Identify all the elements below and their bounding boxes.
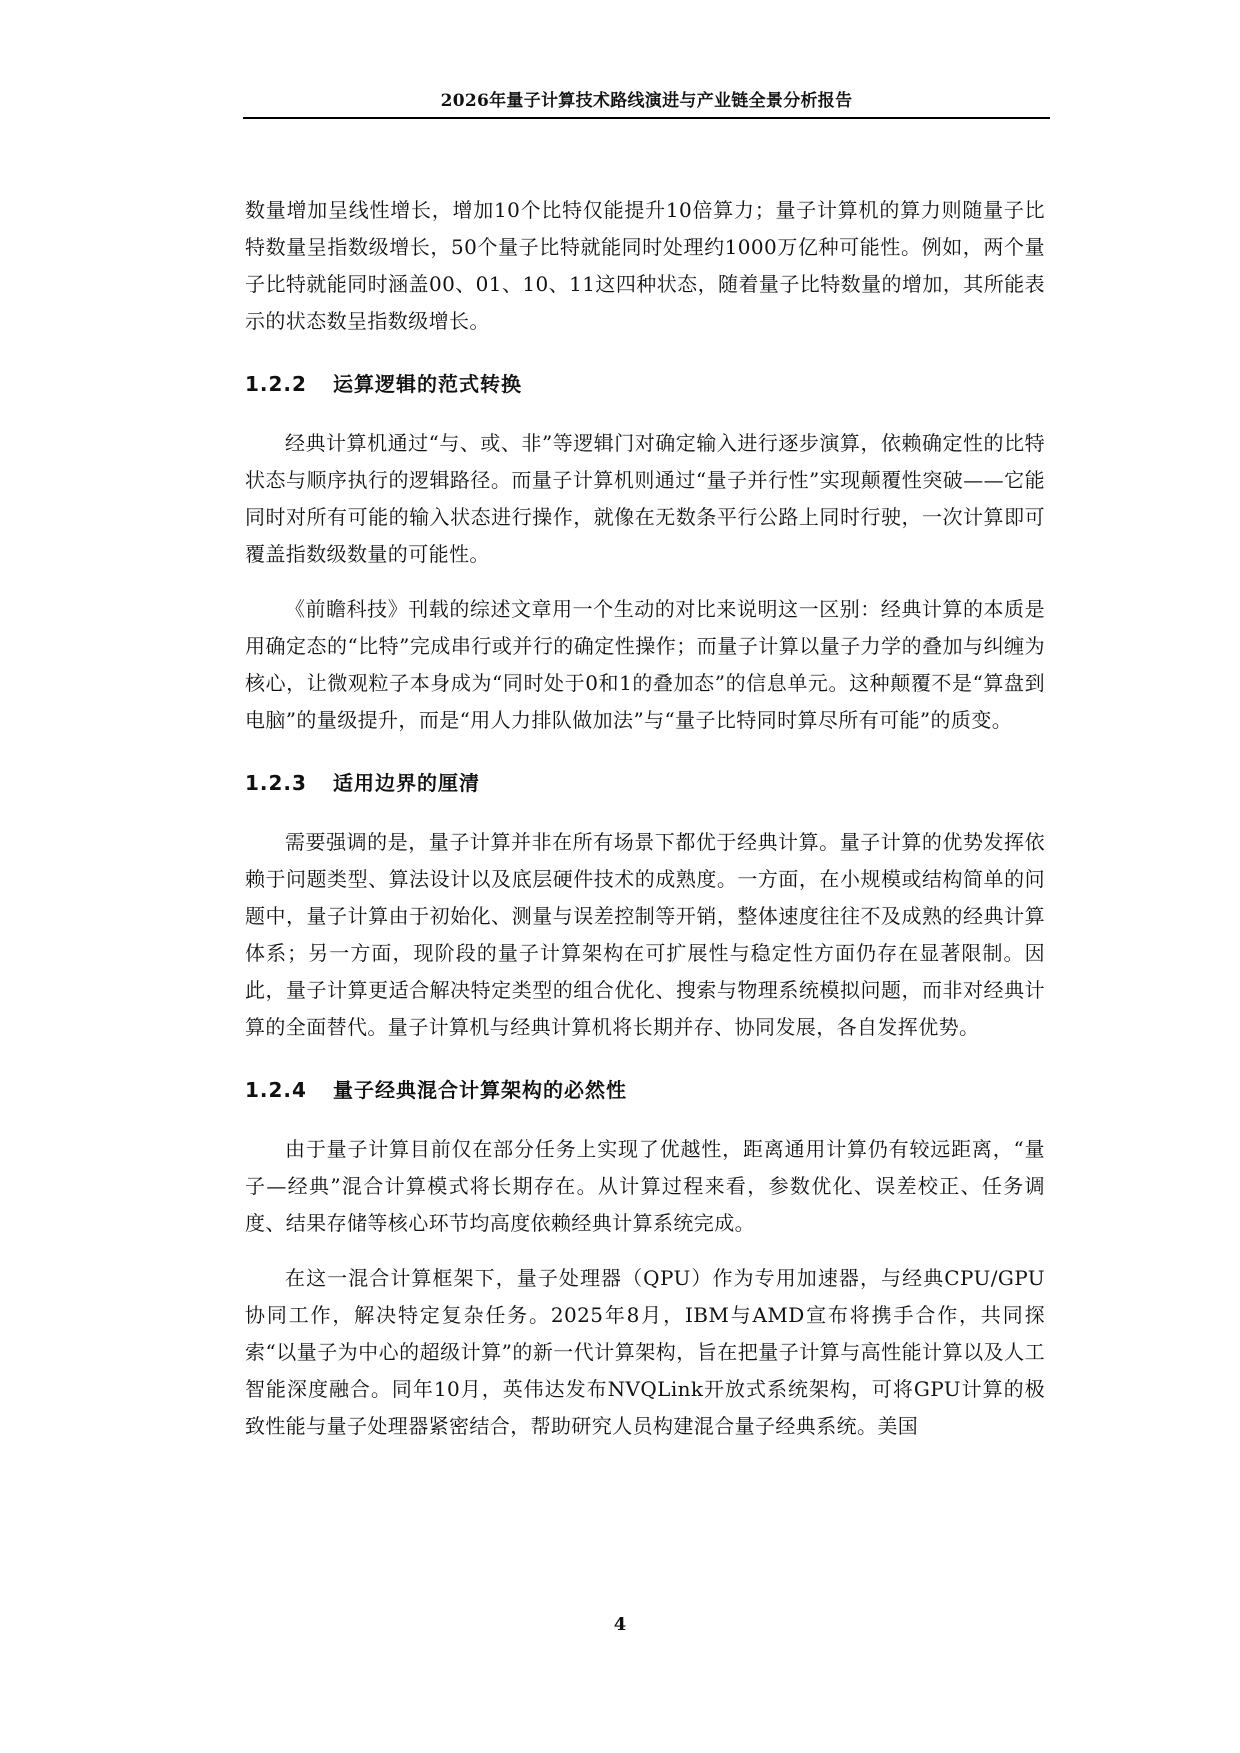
section-title: 运算逻辑的范式转换 [333, 372, 522, 396]
section-heading-1-2-3 [245, 765, 1045, 802]
body-paragraph: 需要强调的是，量子计算并非在所有场景下都优于经典计算。量子计算的优势发挥依赖于问题类型、算法设计以及底层硬件技术的成熟度。一方面，在小规模或结构简单的问题中，量子计算由于初始化、测量与误差控制等开销，整体速度往往不及成熟的经典计算体系；另一方面，现阶段的量子计算架构在可扩展性与稳定性方面仍存在显著限制。因此，量子计算更适合解决特定类型的组合优化、搜索与物理系统模拟问题，而非对经典计算的全面替代。量子计算机与经典计算机将长期并存、协同发展，各自发挥优势。 [245, 830, 1045, 1039]
section-title: 量子经典混合计算架构的必然性 [333, 1078, 627, 1102]
body-paragraph: 经典计算机通过“与、或、非”等逻辑门对确定输入进行逐步演算，依赖确定性的比特状态与顺序执行的逻辑路径。而量子计算机则通过“量子并行性”实现颠覆性突破——它能同时对所有可能的输入状态进行操作，就像在无数条平行公路上同时行驶，一次计算即可覆盖指数级数量的可能性。 [245, 431, 1045, 566]
section-number: 1.2.4 [245, 1078, 307, 1102]
body-paragraph: 在这一混合计算框架下，量子处理器（QPU）作为专用加速器，与经典CPU/GPU协同工作，解决特定复杂任务。2025年8月，IBM与AMD宣布将携手合作，共同探索“以量子为中心的超级计算”的新一代计算架构，旨在把量子计算与高性能计算以及人工智能深度融合。同年10月，英伟达发布NVQLink开放式系统架构，可将GPU计算的极致性能与量子处理器紧密结合，帮助研究人员构建混合量子经典系统。美国 [245, 1266, 1045, 1438]
section-number: 1.2.3 [245, 771, 307, 795]
page-content [245, 192, 1045, 1445]
running-header: 2026年量子计算技术路线演进与产业链全景分析报告 [243, 86, 1050, 119]
body-paragraph: 《前瞻科技》刊载的综述文章用一个生动的对比来说明这一区别：经典计算的本质是用确定态的“比特”完成串行或并行的确定性操作；而量子计算以量子力学的叠加与纠缠为核心，让微观粒子本身成为“同时处于0和1的叠加态”的信息单元。这种颠覆不是“算盘到电脑”的量级提升，而是“用人力排队做加法”与“量子比特同时算尽所有可能”的质变。 [245, 597, 1045, 732]
section-heading-1-2-2 [245, 366, 1045, 403]
body-paragraph: 由于量子计算目前仅在部分任务上实现了优越性，距离通用计算仍有较远距离，“量子—经典”混合计算模式将长期存在。从计算过程来看，参数优化、误差校正、任务调度、结果存储等核心环节均高度依赖经典计算系统完成。 [245, 1137, 1045, 1235]
section-title: 适用边界的厘清 [333, 771, 480, 795]
intro-paragraph: 数量增加呈线性增长，增加10个比特仅能提升10倍算力；量子计算机的算力则随量子比特数量呈指数级增长，50个量子比特就能同时处理约1000万亿种可能性。例如，两个量子比特就能同时涵盖00、01、10、11这四种状态，随着量子比特数量的增加，其所能表示的状态数呈指数级增长。 [245, 198, 1045, 333]
section-number: 1.2.2 [245, 372, 307, 396]
page-number: 4 [613, 1614, 627, 1635]
section-heading-1-2-4 [245, 1072, 1045, 1109]
